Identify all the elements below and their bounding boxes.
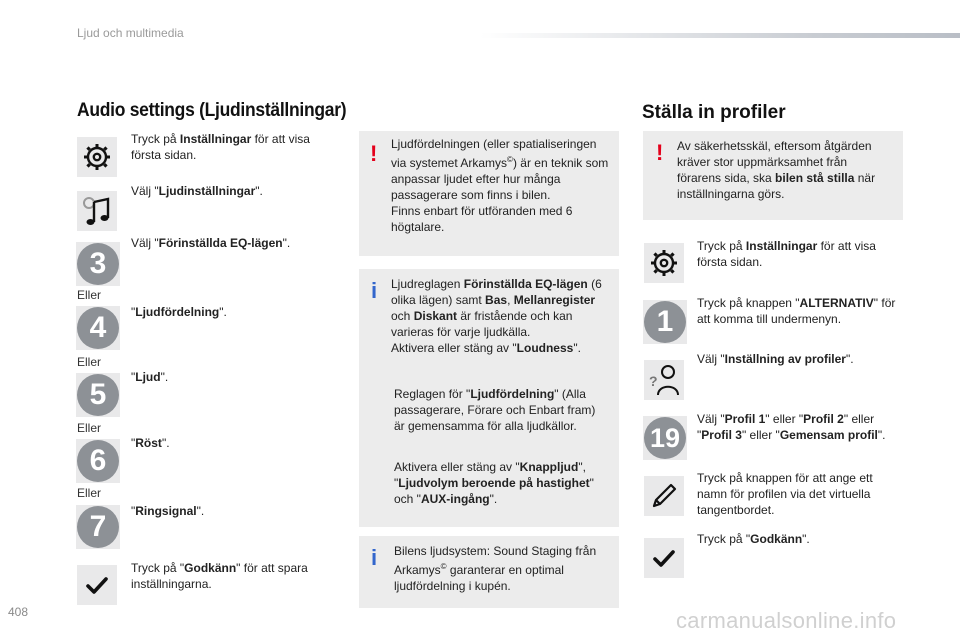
profile-icon-box — [644, 360, 684, 400]
page-number: 408 — [8, 605, 29, 619]
warning-box — [643, 131, 903, 220]
warning-icon: ! — [370, 141, 378, 166]
step-number: 4 — [77, 307, 119, 349]
step-text: "Röst". — [131, 436, 170, 450]
info-text: Ljudreglagen Förinställda EQ-lägen (6 olika lägen) samt Bas, Mellanregister och Diskant är fristående och kan varieras för varje ljudkälla. Aktivera eller stäng av "Loudness". — [391, 277, 602, 355]
section-title: Ljud och multimedia — [77, 26, 184, 40]
step-text: Tryck på knappen "ALTERNATIV" för att komma till undermenyn. — [697, 296, 896, 326]
or-label: Eller — [77, 355, 102, 369]
step-text: Välj "Profil 1" eller "Profil 2" eller "Profil 3" eller "Gemensam profil". — [697, 412, 886, 442]
info-box — [359, 269, 619, 527]
warning-icon: ! — [656, 140, 664, 165]
info-icon: i — [371, 545, 378, 570]
step-number: 5 — [77, 374, 119, 416]
step-text: "Ringsignal". — [131, 504, 205, 518]
step-text: Tryck på Inställningar för att visa första sidan. — [131, 132, 310, 162]
or-label: Eller — [77, 486, 102, 500]
warning-box — [359, 131, 619, 256]
step-number: 6 — [77, 440, 119, 482]
info-text: Reglagen för "Ljudfördelning" (Alla passagerare, Förare och Enbart fram) är gemensamma för alla ljudkällor. — [394, 387, 596, 433]
step-badge-box — [643, 300, 687, 344]
step-badge-box — [643, 416, 687, 460]
svg-text:?: ? — [649, 373, 658, 389]
info-box — [359, 536, 619, 608]
confirm-icon-box — [644, 538, 684, 578]
confirm-icon-box — [77, 565, 117, 605]
music-note-gear-icon — [80, 194, 114, 228]
step-number: 7 — [77, 506, 119, 548]
gear-icon — [82, 142, 112, 172]
or-label: Eller — [77, 288, 102, 302]
or-label: Eller — [77, 421, 102, 435]
gear-icon — [649, 248, 679, 278]
step-text: Tryck på "Godkänn" för att spara inställningarna. — [131, 561, 308, 591]
step-badge-box — [76, 373, 120, 417]
step-number: 3 — [77, 243, 119, 285]
step-text: "Ljud". — [131, 370, 169, 384]
step-badge-box — [76, 505, 120, 549]
info-icon: i — [371, 278, 378, 303]
step-text: Tryck på "Godkänn". — [697, 532, 810, 546]
checkmark-icon — [85, 573, 109, 597]
warning-text: Av säkerhetsskäl, eftersom åtgärden kräver stor uppmärksamhet från förarens sida, ska bilen stå stilla när inställningarna görs. — [677, 139, 876, 201]
user-question-icon — [646, 362, 682, 398]
audio-settings-icon-box — [77, 191, 117, 231]
step-text: Välj "Förinställda EQ-lägen". — [131, 236, 291, 250]
step-text: Tryck på knappen för att ange ett namn för profilen via det virtuella tangentbordet. — [697, 471, 873, 517]
warning-text: Ljudfördelningen (eller spatialiseringen via systemet Arkamys©) är en teknik som anpassar ljudet efter hur många passagerare som finns i bilen. Finns enbart för utföranden med 6 högtalare. — [391, 137, 609, 234]
header-divider — [480, 33, 960, 38]
right-heading: Ställa in profiler — [642, 102, 786, 123]
settings-icon-box — [77, 137, 117, 177]
step-text: Välj "Ljudinställningar". — [131, 184, 263, 198]
step-badge-box — [76, 306, 120, 350]
watermark-text: carmanualsonline.info — [676, 608, 897, 633]
step-number: 1 — [644, 301, 686, 343]
checkmark-icon — [652, 546, 676, 570]
step-badge-box — [76, 242, 120, 286]
step-text: "Ljudfördelning". — [131, 305, 227, 319]
step-number: 19 — [644, 417, 686, 459]
info-text: Bilens ljudsystem: Sound Staging från Arkamys© garanterar en optimal ljudfördelning i kupén. — [394, 544, 597, 593]
step-text: Välj "Inställning av profiler". — [697, 352, 854, 366]
left-heading: Audio settings (Ljudinställningar) — [77, 100, 347, 121]
step-text: Tryck på Inställningar för att visa första sidan. — [697, 239, 876, 269]
pencil-icon — [649, 481, 679, 511]
settings-icon-box — [644, 243, 684, 283]
edit-icon-box — [644, 476, 684, 516]
info-text: Aktivera eller stäng av "Knappljud", "Ljudvolym beroende på hastighet" och "AUX-ingång". — [394, 460, 594, 506]
step-badge-box — [76, 439, 120, 483]
